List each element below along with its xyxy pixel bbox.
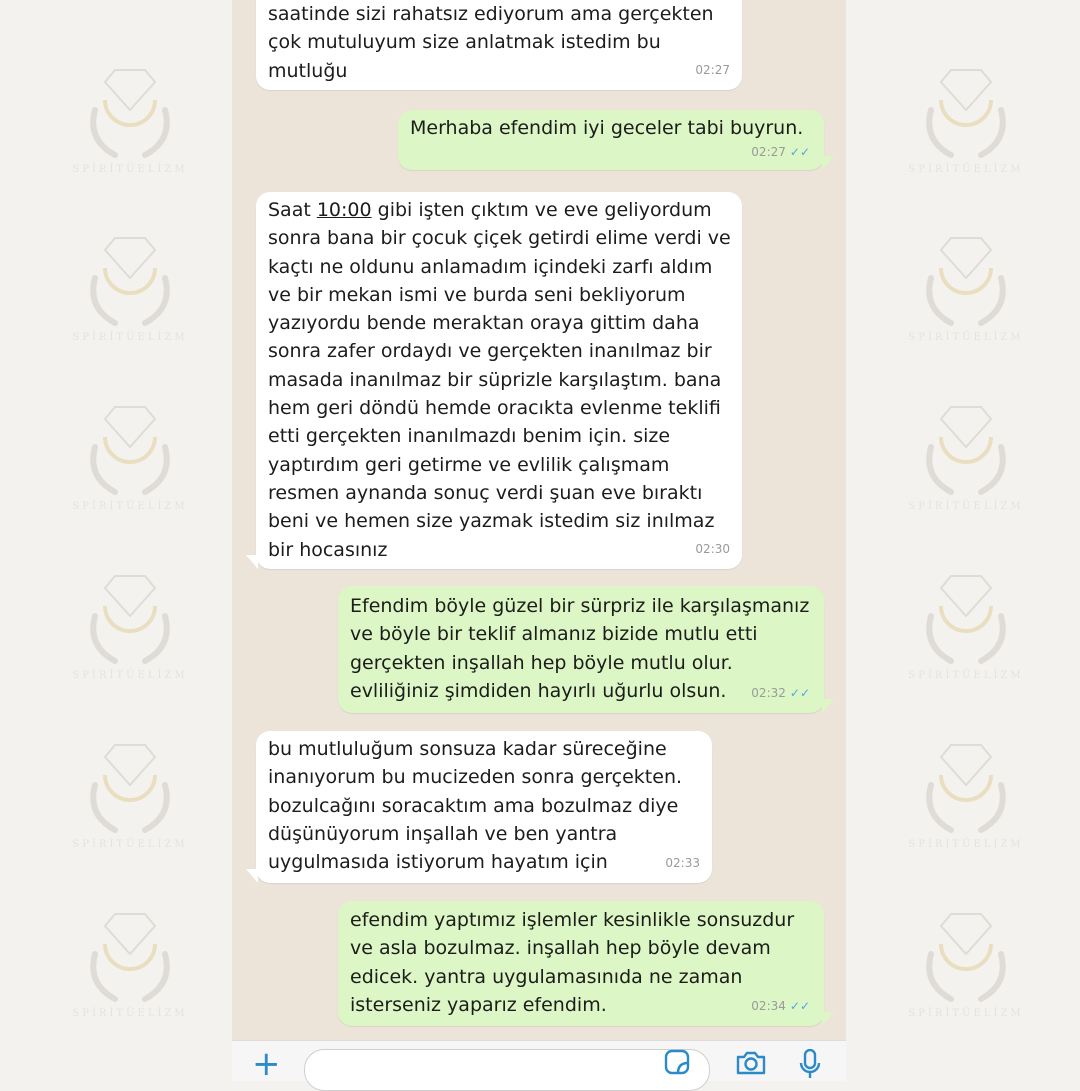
message-incoming xyxy=(256,192,742,569)
watermark-logo xyxy=(891,566,1041,716)
message-time: 02:33 xyxy=(665,855,700,870)
watermark-logo xyxy=(55,397,205,547)
bubble-tail xyxy=(246,869,258,883)
watermark-logo xyxy=(891,397,1041,547)
read-ticks-icon: ✓✓ xyxy=(789,685,810,700)
message-outgoing xyxy=(398,110,824,170)
watermark-logo xyxy=(55,228,205,378)
message-meta xyxy=(695,56,730,84)
message-meta xyxy=(751,679,810,707)
message-time: 02:34 xyxy=(751,998,786,1013)
message-time: 02:32 xyxy=(751,685,786,700)
camera-icon[interactable] xyxy=(734,1049,768,1081)
watermark-logo xyxy=(891,228,1041,378)
message-time: 02:27 xyxy=(695,62,730,77)
message-input[interactable] xyxy=(304,1049,710,1091)
bubble-tail xyxy=(822,1012,834,1026)
sticker-icon[interactable] xyxy=(664,1049,690,1079)
watermark-text: SPİRİTÜELİZM xyxy=(908,1008,1024,1019)
message-incoming xyxy=(256,0,742,90)
watermark-text: SPİRİTÜELİZM xyxy=(72,1008,188,1019)
watermark-text: SPİRİTÜELİZM xyxy=(72,164,188,175)
message-text xyxy=(268,196,731,564)
watermark-text: SPİRİTÜELİZM xyxy=(72,670,188,681)
message-text-start: Saat xyxy=(268,199,317,221)
read-ticks-icon: ✓✓ xyxy=(789,998,810,1013)
watermark-text: SPİRİTÜELİZM xyxy=(908,839,1024,850)
watermark-text: SPİRİTÜELİZM xyxy=(908,501,1024,512)
watermark-text: SPİRİTÜELİZM xyxy=(908,332,1024,343)
message-meta xyxy=(751,992,810,1020)
watermark-logo xyxy=(55,735,205,885)
message-text: saatinde sizi rahatsız ediyorum ama gerçekten çok mutuluyum size anlatmak istedim bu mutluğu xyxy=(268,3,714,82)
watermark-logo xyxy=(891,60,1041,210)
left-watermark-panel xyxy=(0,0,232,1080)
chat-area xyxy=(232,0,846,1040)
read-ticks-icon: ✓✓ xyxy=(789,144,810,159)
message-outgoing xyxy=(338,586,824,713)
right-watermark-panel xyxy=(846,0,1080,1080)
watermark-text: SPİRİTÜELİZM xyxy=(72,501,188,512)
watermark-text: SPİRİTÜELİZM xyxy=(72,332,188,343)
message-text: efendim yaptımız işlemler kesinlikle sonsuzdur ve asla bozulmaz. inşallah hep böyle devam edicek. yantra uygulamasınıda ne zaman isterseniz yaparız efendim. xyxy=(350,909,795,1016)
bubble-tail xyxy=(822,699,834,713)
watermark-logo xyxy=(55,904,205,1054)
message-time: 02:30 xyxy=(695,541,730,556)
message-text: Efendim böyle güzel bir sürpriz ile karşılaşmanız ve böyle bir teklif almanız bizide mutlu etti gerçekten inşallah hep böyle mutlu olur. evliliğiniz şimdiden hayırlı uğurlu olsun. xyxy=(350,595,810,702)
time-link[interactable]: 10:00 xyxy=(316,199,372,221)
microphone-icon[interactable] xyxy=(798,1049,822,1083)
bubble-tail xyxy=(822,156,834,170)
message-text-rest: gibi işten çıktım ve eve geliyordum sonra bana bir çocuk çiçek getirdi elime verdi ve kaçtı ne oldunu anlamadım içindeki zarfı aldım ve bir mekan ismi ve burda seni bekliyorum yazıyordu bende meraktan oraya gittim daha sonra zafer ordaydı ve gerçekten inanılmaz bir masada inanılmaz bir süprizle karşılaştım. bana hem geri döndü hemde oracıkta evlenme teklifi etti gerçekten inanılmazdı benim için. size yaptırdım geri getirme ve evlilik çalışmam resmen aynanda sonuç verdi şuan eve bıraktı beni ve hemen size yazmak istedim siz inılmaz bir hocasınız xyxy=(268,199,731,561)
watermark-text: SPİRİTÜELİZM xyxy=(908,670,1024,681)
composer-bar xyxy=(232,1040,846,1084)
watermark-logo xyxy=(891,904,1041,1054)
message-meta xyxy=(695,535,730,563)
watermark-logo xyxy=(55,566,205,716)
message-text: bu mutluluğum sonsuza kadar süreceğine inanıyorum bu mucizeden sonra gerçekten. bozulcağını soracaktım ama bozulmaz diye düşünüyorum inşallah ve ben yantra uygulmasıda istiyorum hayatım için xyxy=(268,738,683,874)
watermark-logo xyxy=(891,735,1041,885)
plus-icon[interactable]: + xyxy=(252,1044,281,1084)
message-outgoing xyxy=(338,901,824,1026)
watermark-text: SPİRİTÜELİZM xyxy=(72,839,188,850)
message-text: Merhaba efendim iyi geceler tabi buyrun. xyxy=(410,117,804,139)
message-incoming xyxy=(256,731,712,883)
message-time: 02:27 xyxy=(751,144,786,159)
watermark-text: SPİRİTÜELİZM xyxy=(908,164,1024,175)
message-meta xyxy=(751,138,810,166)
watermark-logo xyxy=(55,60,205,210)
message-meta xyxy=(665,849,700,877)
bubble-tail xyxy=(246,555,258,569)
